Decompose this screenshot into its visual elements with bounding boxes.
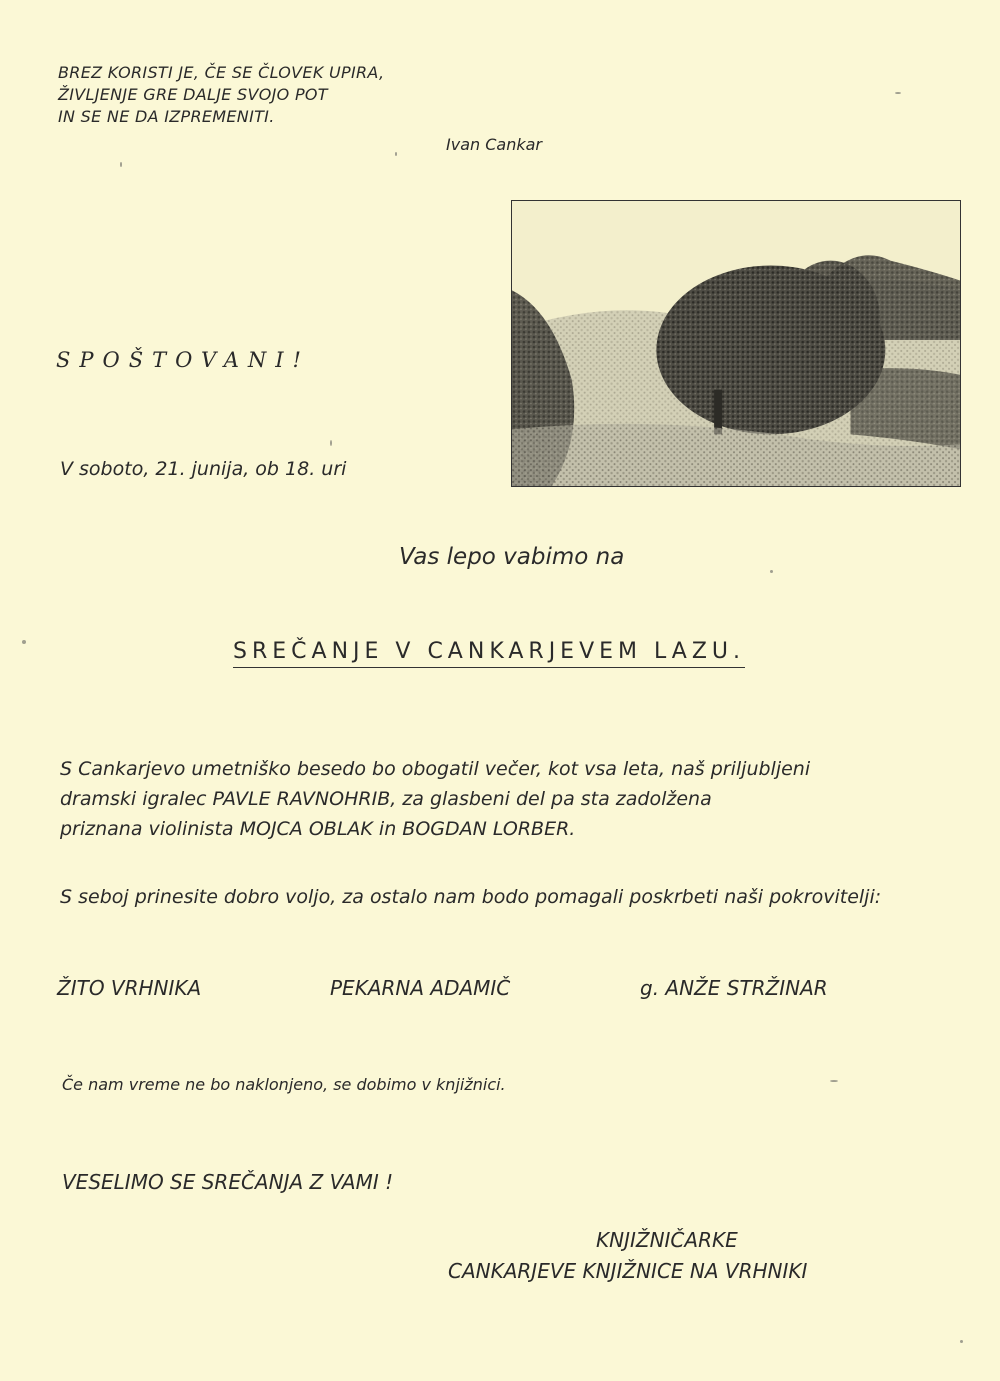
event-title: SREČANJE V CANKARJEVEM LAZU. xyxy=(233,639,745,668)
quote-line: IN SE NE DA IZPREMENITI. xyxy=(58,107,275,126)
epigraph-quote xyxy=(58,62,384,128)
description-line: priznana violinista MOJCA OBLAK in BOGDAN LORBER. xyxy=(60,818,576,840)
sponsor-name: PEKARNA ADAMIČ xyxy=(330,976,511,1000)
paper-speck xyxy=(330,440,332,446)
paper-speck xyxy=(895,92,901,94)
paper-speck xyxy=(960,1340,963,1343)
bring-line: S seboj prinesite dobro voljo, za ostalo nam bodo pomagali poskrbeti naši pokrovitelji: xyxy=(60,886,882,908)
paper-speck xyxy=(770,570,773,573)
quote-line: ŽIVLJENJE GRE DALJE SVOJO POT xyxy=(58,85,328,104)
description-line: dramski igralec PAVLE RAVNOHRIB, za glasbeni del pa sta zadolžena xyxy=(60,788,712,810)
invite-line: Vas lepo vabimo na xyxy=(399,544,625,570)
weather-note: Če nam vreme ne bo naklonjeno, se dobimo v knjižnici. xyxy=(62,1075,506,1094)
signature-line: CANKARJEVE KNJIŽNICE NA VRHNIKI xyxy=(448,1259,808,1283)
paper-speck xyxy=(120,162,122,167)
quote-author: Ivan Cankar xyxy=(446,135,542,154)
event-date: V soboto, 21. junija, ob 18. uri xyxy=(60,458,347,480)
sponsor-name: g. ANŽE STRŽINAR xyxy=(640,976,828,1000)
landscape-photo xyxy=(511,200,961,487)
salutation: SPOŠTOVANI! xyxy=(56,348,310,372)
signature-line: KNJIŽNIČARKE xyxy=(596,1228,738,1252)
quote-line: BREZ KORISTI JE, ČE SE ČLOVEK UPIRA, xyxy=(58,63,385,82)
description-line: S Cankarjevo umetniško besedo bo obogatil večer, kot vsa leta, naš priljubljeni xyxy=(60,758,811,780)
event-description xyxy=(60,754,810,844)
closing-line: VESELIMO SE SREČANJA Z VAMI ! xyxy=(62,1170,394,1194)
sponsor-name: ŽITO VRHNIKA xyxy=(57,976,202,1000)
paper-speck xyxy=(22,640,26,644)
paper-speck xyxy=(395,152,397,156)
paper-speck xyxy=(830,1080,838,1082)
